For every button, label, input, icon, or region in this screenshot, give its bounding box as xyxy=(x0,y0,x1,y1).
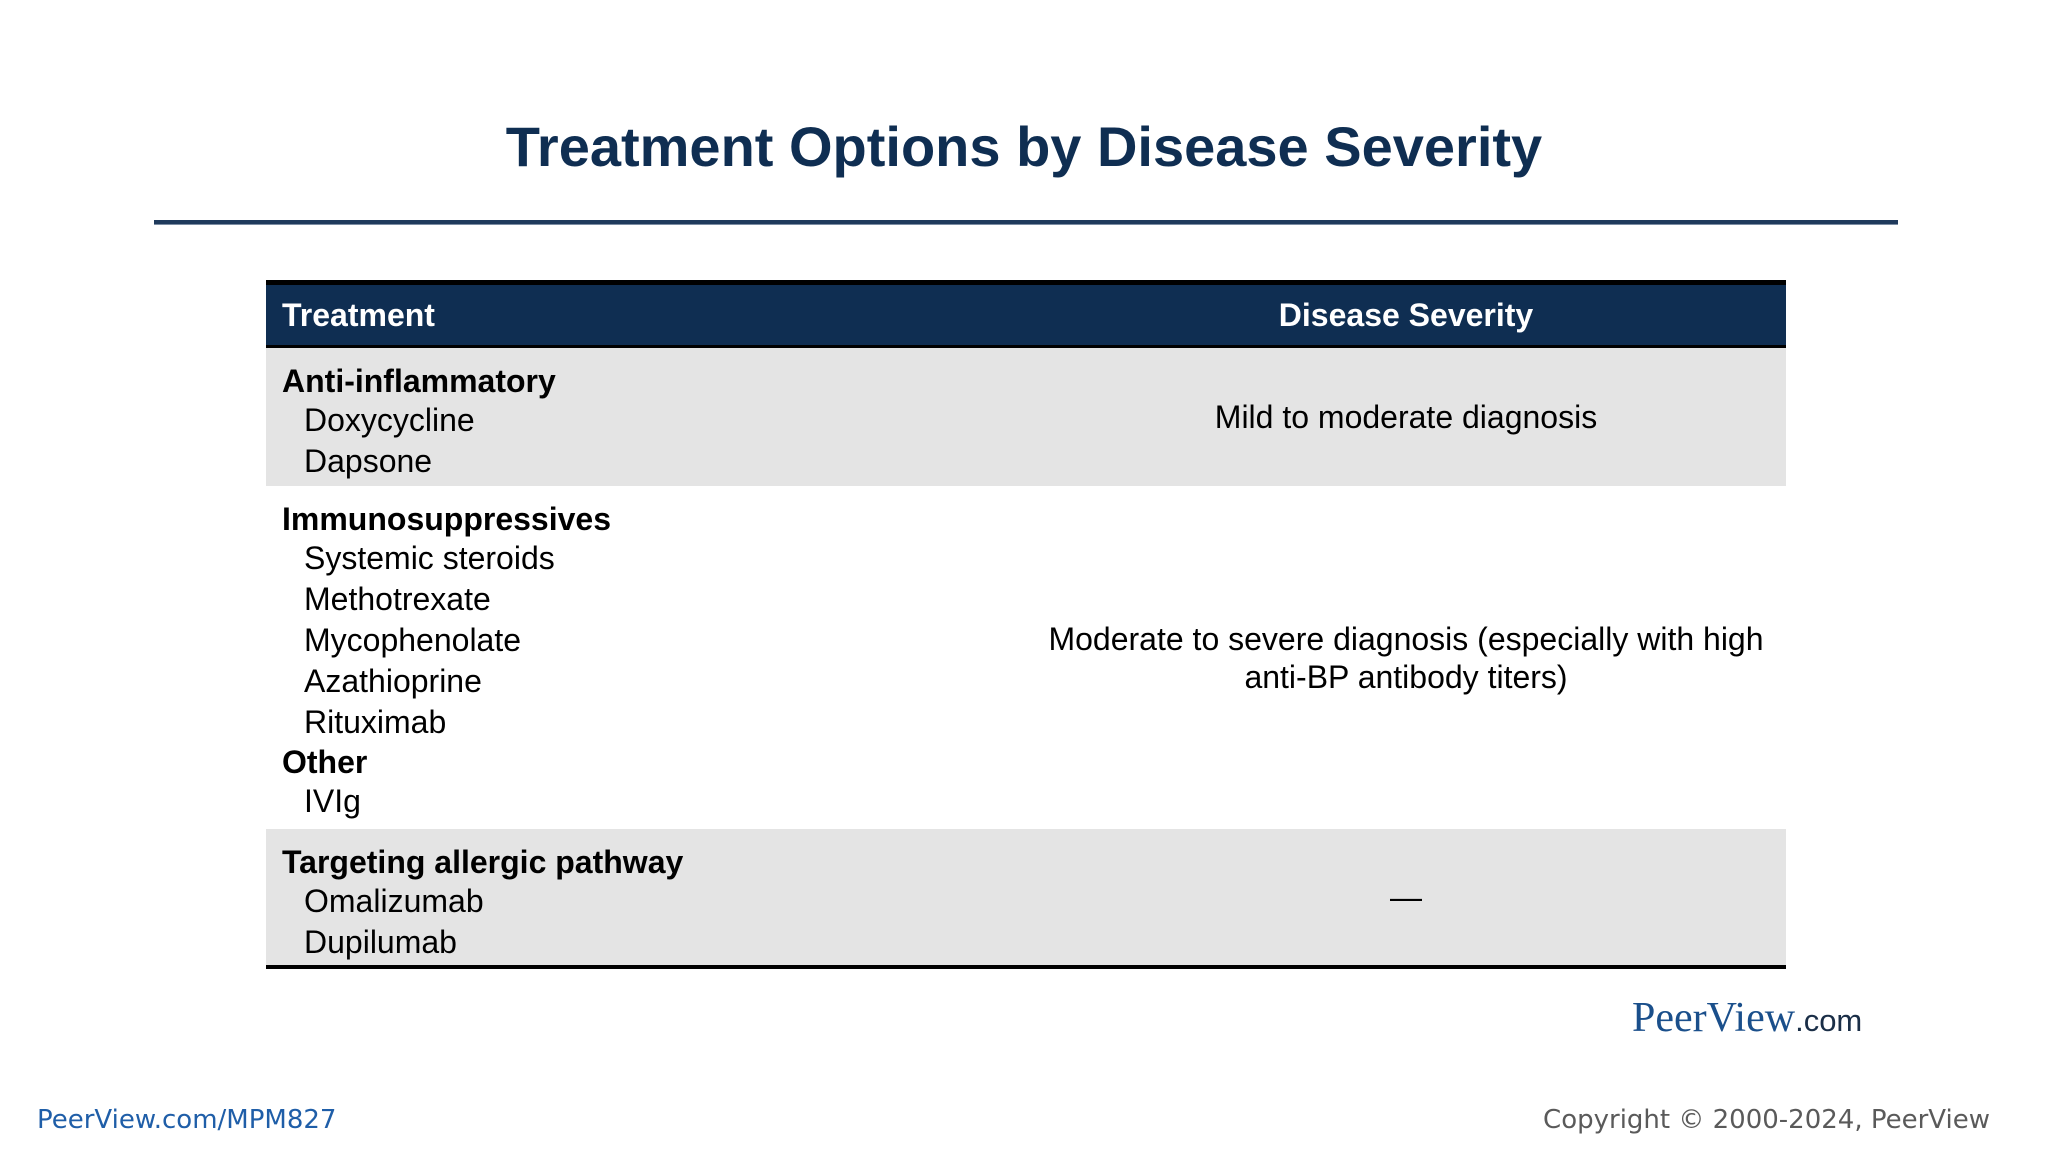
drug-name: Methotrexate xyxy=(304,581,491,617)
treatment-table xyxy=(266,280,1786,969)
header-disease-severity: Disease Severity xyxy=(1278,297,1534,333)
drug-name: Systemic steroids xyxy=(304,540,555,576)
drug-name: Azathioprine xyxy=(304,663,482,699)
treatment-cell xyxy=(282,843,1002,963)
table-header xyxy=(266,280,1786,348)
peerview-logo xyxy=(1632,993,1862,1046)
severity-cell xyxy=(1026,829,1786,965)
group-label: Immunosuppressives xyxy=(282,501,611,537)
drug-name: Mycophenolate xyxy=(304,622,522,658)
title-divider xyxy=(154,220,1898,225)
drug-name: Dupilumab xyxy=(304,924,457,960)
severity-text: Moderate to severe diagnosis (especially with high anti-BP antibody titers) xyxy=(1048,620,1764,695)
table-row xyxy=(266,348,1786,486)
severity-cell xyxy=(1026,486,1786,829)
drug-name: Dapsone xyxy=(304,443,433,479)
header-treatment: Treatment xyxy=(282,297,435,333)
table-row xyxy=(266,829,1786,969)
logo-name: PeerView xyxy=(1632,995,1796,1041)
drug-name: Omalizumab xyxy=(304,883,484,919)
severity-text: Mild to moderate diagnosis xyxy=(1214,399,1598,435)
treatment-cell xyxy=(282,500,1002,822)
drug-name: Doxycycline xyxy=(304,402,475,438)
table-row xyxy=(266,486,1786,829)
slide-title: Treatment Options by Disease Severity xyxy=(505,115,1543,178)
footer-link[interactable]: PeerView.com/MPM827 xyxy=(37,1105,337,1135)
group-label: Anti-inflammatory xyxy=(282,363,556,399)
severity-text: — xyxy=(1390,879,1422,915)
group-label: Other xyxy=(282,744,368,780)
copyright-notice: Copyright © 2000-2024, PeerView xyxy=(1543,1105,1990,1135)
drug-name: IVIg xyxy=(304,783,361,819)
logo-suffix: .com xyxy=(1795,1003,1863,1038)
group-label: Targeting allergic pathway xyxy=(282,844,684,880)
severity-cell xyxy=(1026,348,1786,486)
drug-name: Rituximab xyxy=(304,704,447,740)
treatment-cell xyxy=(282,362,1002,482)
